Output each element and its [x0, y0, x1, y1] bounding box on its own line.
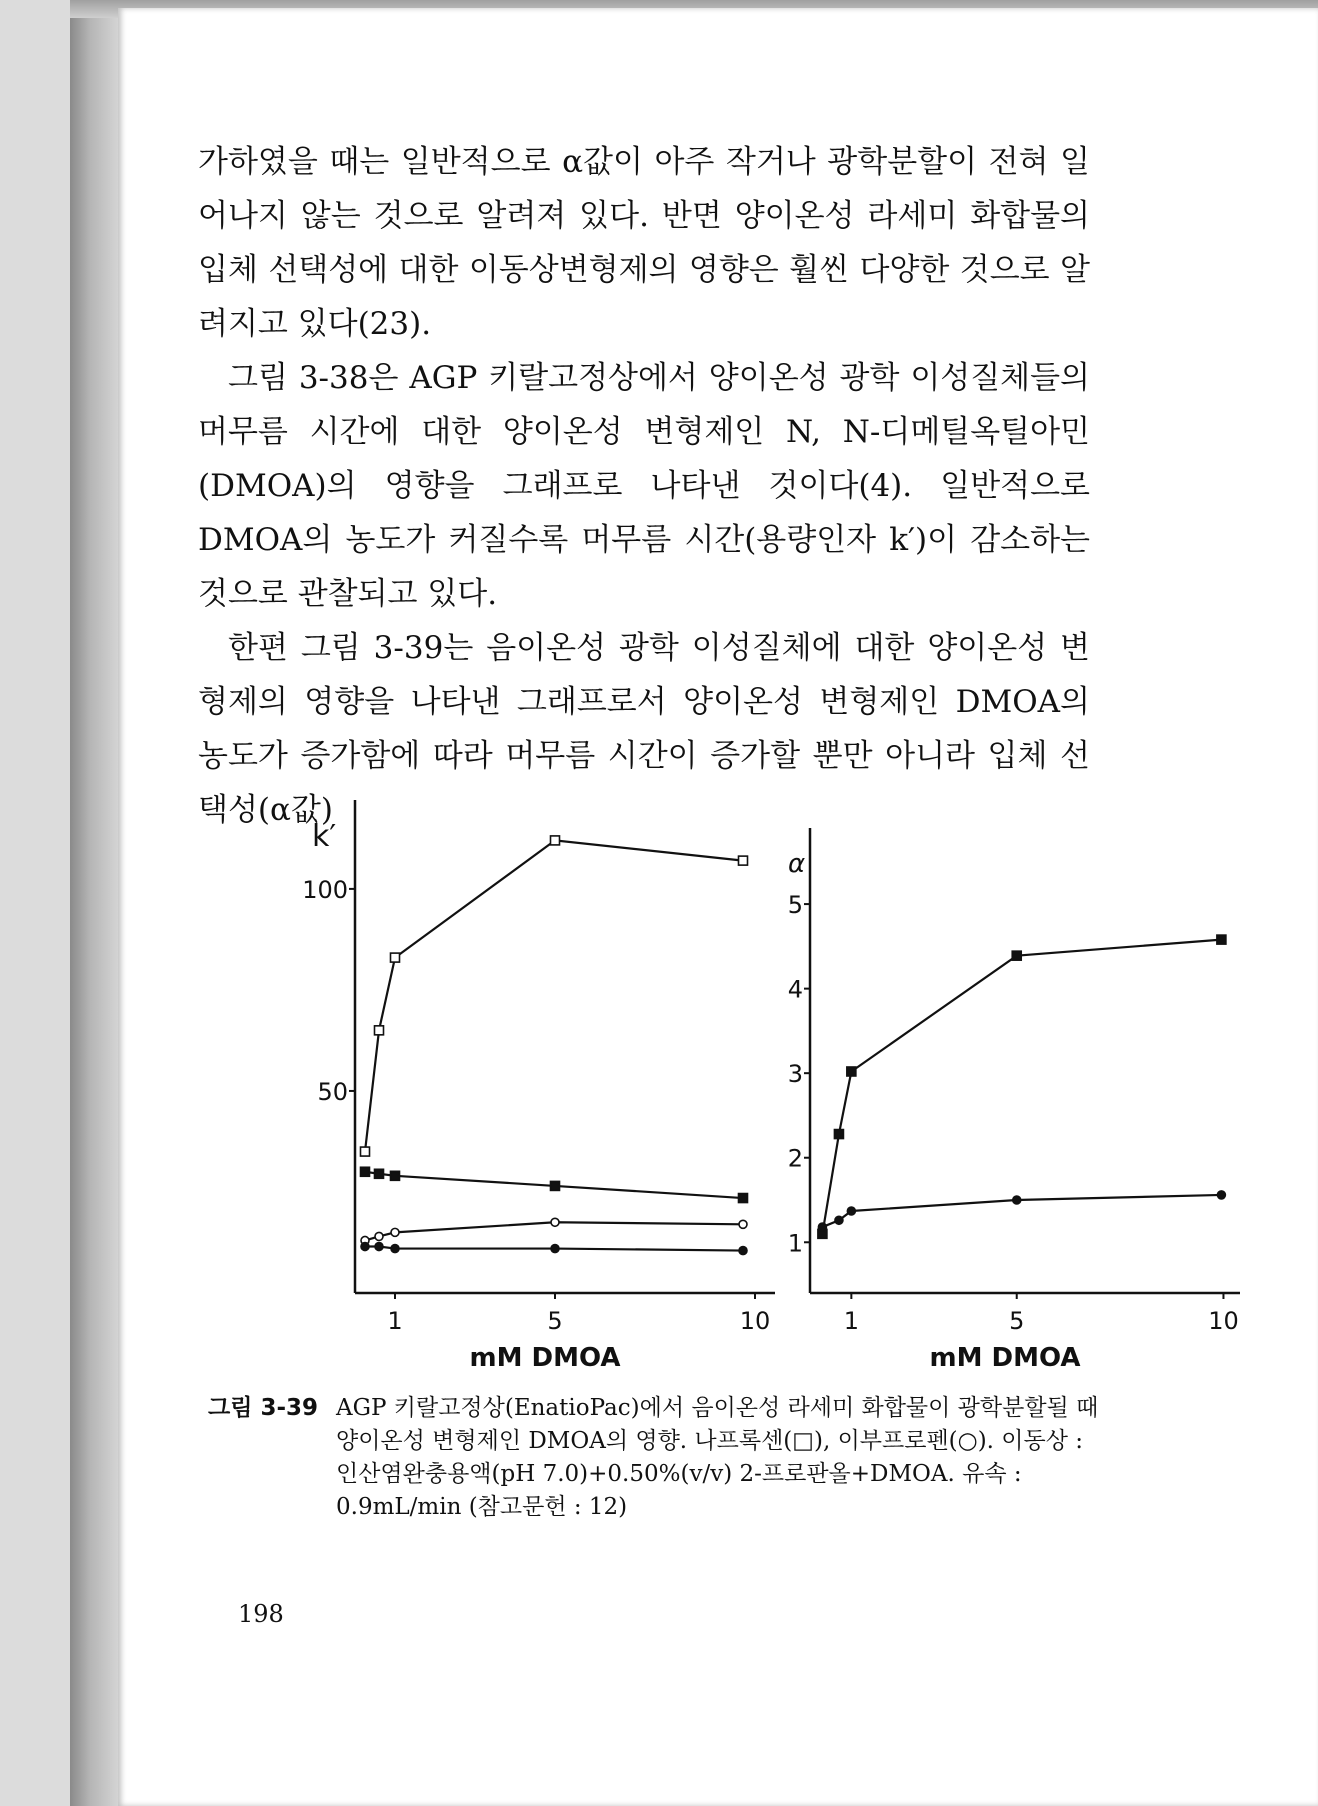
series-line: [365, 840, 743, 1151]
data-point: [361, 1243, 369, 1251]
data-point: [739, 1220, 747, 1228]
data-point: [739, 856, 748, 865]
data-point: [391, 1245, 399, 1253]
data-point: [818, 1223, 826, 1231]
page-number: 198: [238, 1600, 284, 1628]
y-axis-label: k′: [312, 819, 337, 854]
body-text: [198, 135, 1090, 837]
data-point: [391, 1228, 399, 1236]
data-point: [1217, 935, 1226, 944]
data-point: [391, 1171, 400, 1180]
data-point: [375, 1232, 383, 1240]
x-axis-label: mM DMOA: [469, 1343, 621, 1373]
data-point: [1012, 951, 1021, 960]
data-point: [361, 1147, 370, 1156]
caption-text: AGP 키랄고정상(EnatioPac)에서 음이온성 라세미 화합물이 광학분할될 때 양이온성 변형제인 DMOA의 영향. 나프록센(□), 이부프로펜(○). 이동상 : 인산염완충용액(pH 7.0)+0.50%(v/v) 2-프로판올+DMOA. 유속 : 0.9mL/min (참고문헌 : 12): [336, 1395, 1099, 1520]
x-tick-label: 5: [547, 1307, 563, 1335]
data-point: [551, 836, 560, 845]
y-tick-label: 2: [787, 1144, 803, 1173]
x-tick-label: 10: [739, 1307, 771, 1335]
data-point: [847, 1067, 856, 1076]
data-point: [375, 1026, 384, 1035]
data-point: [551, 1245, 559, 1253]
figure-charts: [250, 800, 1240, 1380]
data-point: [834, 1130, 843, 1139]
data-point: [361, 1167, 370, 1176]
paragraph: 그림 3-38은 AGP 키랄고정상에서 양이온성 광학 이성질체들의 머무름 시간에 대한 양이온성 변형제인 N, N-디메틸옥틸아민(DMOA)의 영향을 그래프로 나타낸 것이다(4). 일반적으로 DMOA의 농도가 커질수록 머무름 시간(용량인자 k′)이 감소하는 것으로 관찰되고 있다.: [198, 360, 1090, 612]
data-point: [391, 953, 400, 962]
chart-k-prime: [302, 800, 775, 1373]
data-point: [835, 1216, 843, 1224]
x-tick-label: 1: [843, 1307, 859, 1335]
x-tick-label: 5: [1009, 1307, 1025, 1335]
x-axis-label: mM DMOA: [929, 1343, 1081, 1373]
book-spine: [70, 0, 120, 1806]
data-point: [551, 1218, 559, 1226]
y-tick-label: 50: [317, 1077, 348, 1106]
data-point: [551, 1181, 560, 1190]
data-point: [847, 1207, 855, 1215]
data-point: [739, 1247, 747, 1255]
x-tick-label: 10: [1208, 1307, 1239, 1335]
data-point: [375, 1169, 384, 1178]
y-tick-label: 1: [787, 1229, 803, 1258]
data-point: [1013, 1196, 1021, 1204]
y-tick-label: 3: [787, 1060, 803, 1089]
y-tick-label: 4: [787, 975, 803, 1004]
data-point: [1217, 1191, 1225, 1199]
caption-label: 그림 3-39: [208, 1395, 318, 1421]
y-tick-label: 5: [787, 891, 803, 920]
data-point: [739, 1194, 748, 1203]
paragraph: 가하였을 때는 일반적으로 α값이 아주 작거나 광학분할이 전혀 일어나지 않는 것으로 알려져 있다. 반면 양이온성 라세미 화합물의 입체 선택성에 대한 이동상변형제의 영향은 훨씬 다양한 것으로 알려지고 있다(23).: [198, 144, 1090, 342]
y-tick-label: 100: [302, 875, 348, 904]
chart-alpha: [788, 828, 1240, 1373]
paragraph: 한편 그림 3-39는 음이온성 광학 이성질체에 대한 양이온성 변형제의 영향을 나타낸 그래프로서 양이온성 변형제인 DMOA의 농도가 증가함에 따라 머무름 시간이 증가할 뿐만 아니라 입체 선택성(α값): [198, 630, 1090, 828]
data-point: [375, 1243, 383, 1251]
series-line: [822, 1195, 1221, 1227]
figure-caption: [208, 1392, 1108, 1524]
y-axis-label: α: [788, 849, 806, 879]
series-line: [822, 940, 1221, 1234]
x-tick-label: 1: [387, 1307, 403, 1335]
